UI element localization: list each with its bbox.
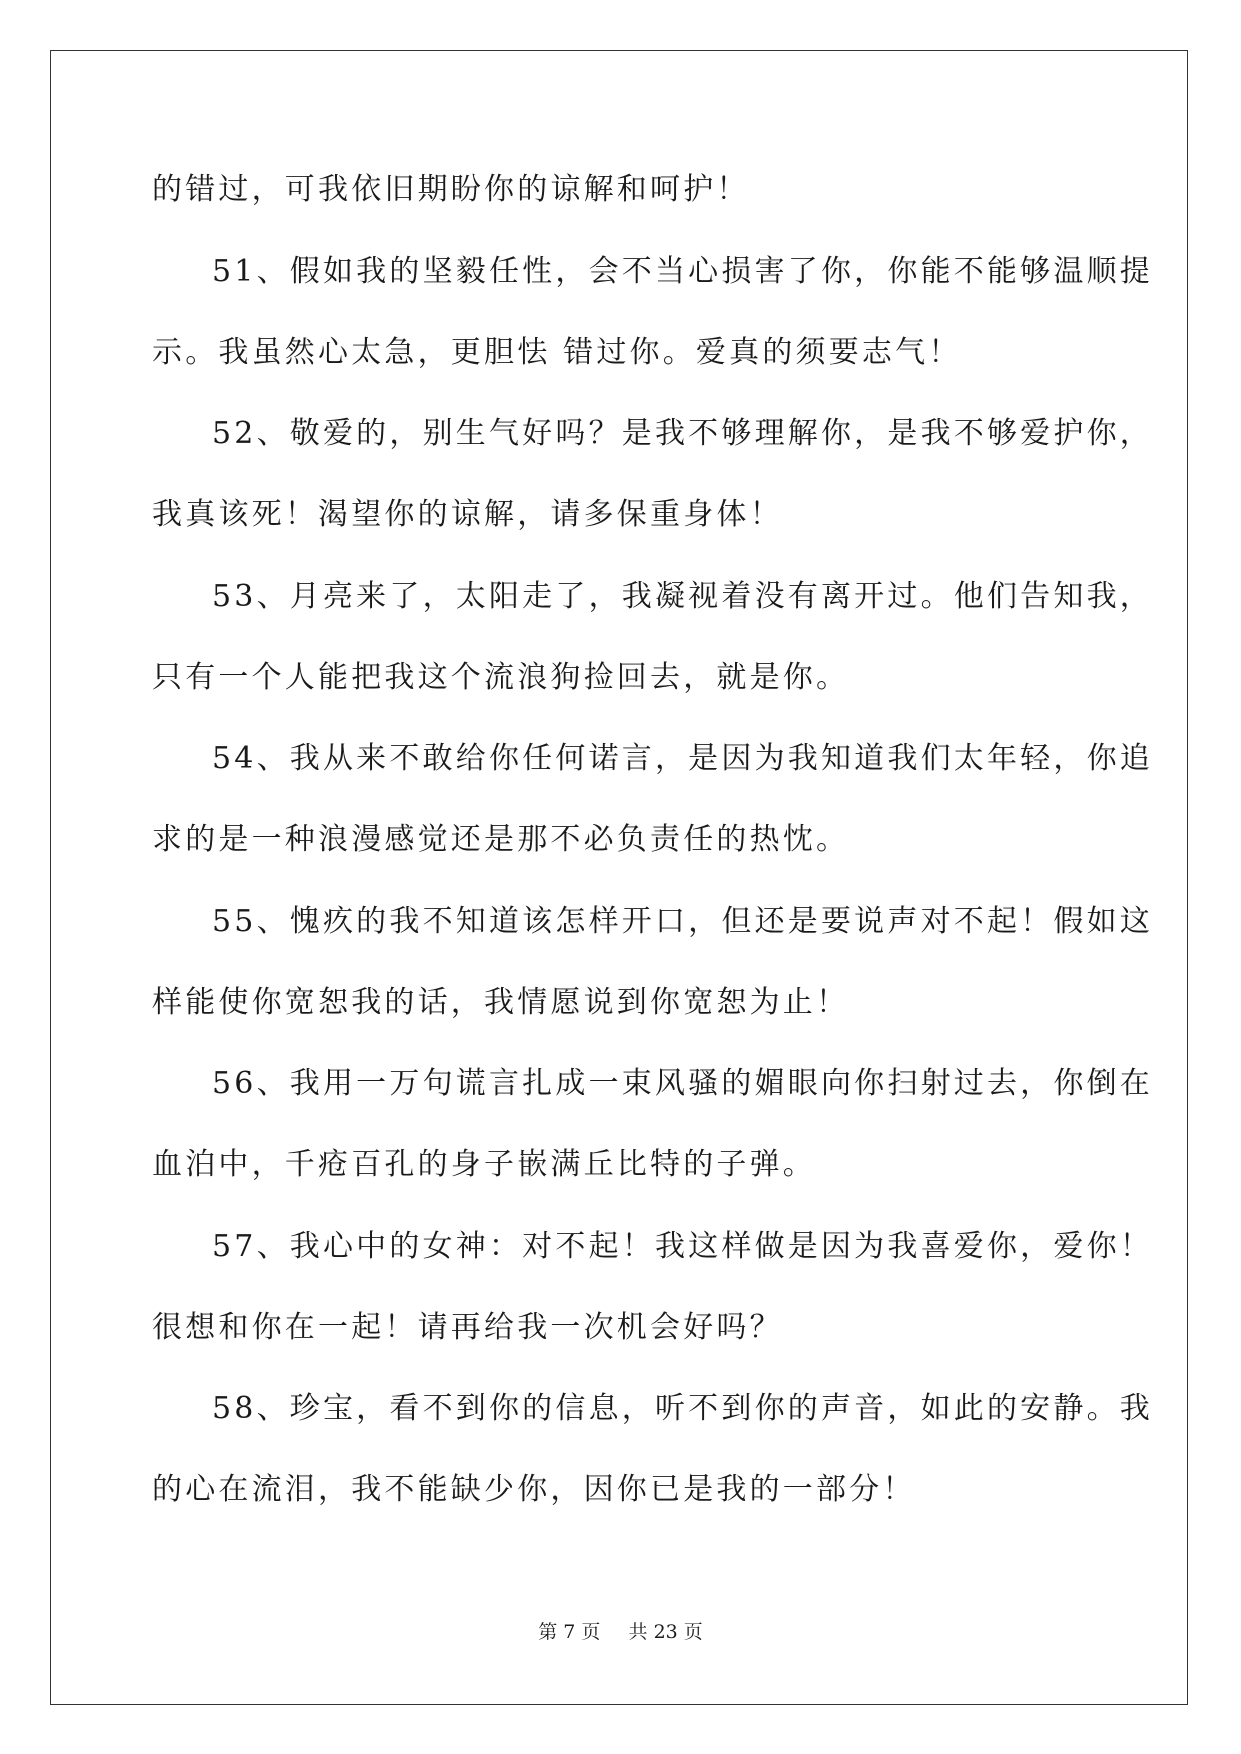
page-border (50, 50, 1188, 1705)
text-line: 我真该死！渴望你的谅解，请多保重身体！ (152, 497, 783, 532)
text-line: 57、我心中的女神：对不起！我这样做是因为我喜爱你，爱你！ (212, 1229, 1153, 1264)
text-line: 55、愧疚的我不知道该怎样开口，但还是要说声对不起！假如这 (212, 904, 1153, 939)
text-line: 53、月亮来了，太阳走了，我凝视着没有离开过。他们告知我， (212, 579, 1153, 614)
text-line: 54、我从来不敢给你任何诺言，是因为我知道我们太年轻，你追 (212, 741, 1153, 776)
text-line: 血泊中，千疮百孔的身子嵌满丘比特的子弹。 (152, 1147, 816, 1182)
text-line: 58、珍宝，看不到你的信息，听不到你的声音，如此的安静。我 (212, 1391, 1153, 1426)
text-line: 的错过，可我依旧期盼你的谅解和呵护！ (152, 172, 750, 207)
total-pages: 共 23 页 (628, 1621, 703, 1643)
text-line: 51、假如我的坚毅任性，会不当心损害了你，你能不能够温顺提 (212, 254, 1153, 289)
text-line: 52、敬爱的，别生气好吗？是我不够理解你，是我不够爱护你， (212, 416, 1153, 451)
text-line: 只有一个人能把我这个流浪狗捡回去，就是你。 (152, 660, 850, 695)
text-line: 求的是一种浪漫感觉还是那不必负责任的热忱。 (152, 822, 850, 857)
text-line: 很想和你在一起！请再给我一次机会好吗？ (152, 1310, 783, 1345)
current-page-number: 第 7 页 (538, 1621, 601, 1643)
text-line: 样能使你宽恕我的话，我情愿说到你宽恕为止！ (152, 985, 850, 1020)
page-footer (0, 1620, 1241, 1644)
text-line: 56、我用一万句谎言扎成一束风骚的媚眼向你扫射过去，你倒在 (212, 1066, 1153, 1101)
text-line: 示。我虽然心太急，更胆怯 错过你。爱真的须要志气！ (152, 335, 962, 370)
text-line: 的心在流泪，我不能缺少你，因你已是我的一部分！ (152, 1472, 916, 1507)
